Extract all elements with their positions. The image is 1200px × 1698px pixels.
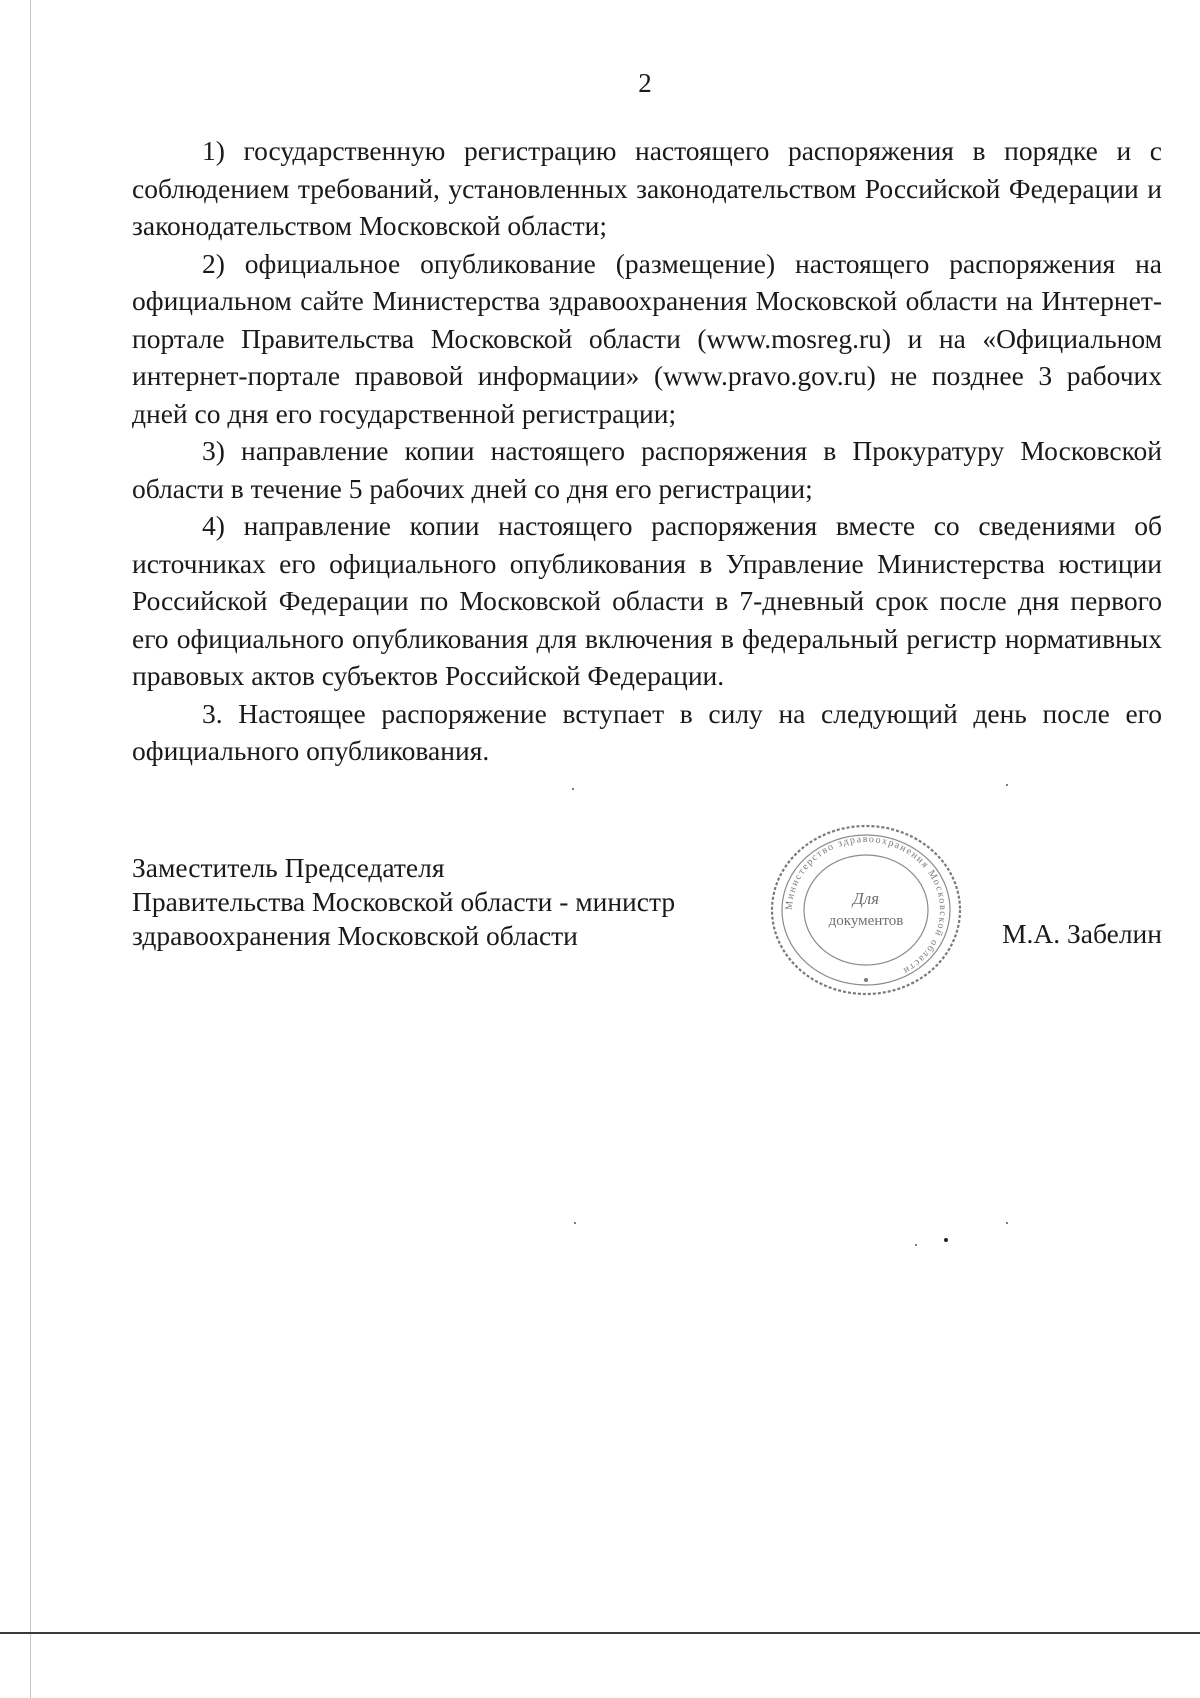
- scan-speck: [1006, 784, 1008, 786]
- scan-speck: [944, 1238, 948, 1242]
- page-number: 2: [638, 68, 652, 98]
- stamp-ring-text: Министерство здравоохранения Московской области: [783, 833, 949, 977]
- list-item-publication: 2) официальное опубликование (размещение) настоящего распоряжения на официальном сайте Министерства здравоохранения Московской области на Интернет-портале Правительства Московской области (www.mosreg.ru) и на «Официальном интернет-портале правовой информации» (www.pravo.gov.ru) не позднее 3 рабочих дней со дня его государственной регистрации;: [132, 247, 1162, 429]
- signatory-name: М.А. Забелин: [1002, 918, 1162, 949]
- scan-speck: [572, 788, 574, 790]
- scan-speck: [574, 1222, 576, 1224]
- scan-speck: [1006, 1222, 1008, 1224]
- clause-entry-into-force: 3. Настоящее распоряжение вступает в силу на следующий день после его официального опубликования.: [132, 697, 1162, 766]
- stamp-center-line: документов: [828, 913, 904, 929]
- list-item-registration: 1) государственную регистрацию настоящего распоряжения в порядке и с соблюдением требований, установленных законодательством Российской Федерации и законодательством Московской области;: [132, 135, 1162, 241]
- stamp-seal: [768, 822, 964, 998]
- signatory-title-line: Заместитель Председателя: [132, 852, 445, 883]
- list-item-prosecutor: 3) направление копии настоящего распоряжения в Прокуратуру Московской области в течение 5 рабочих дней со дня его регистрации;: [132, 435, 1162, 504]
- signatory-title-line: Правительства Московской области - министр: [132, 886, 676, 917]
- document-body: [132, 132, 1162, 770]
- signatory-title: [132, 851, 732, 953]
- list-item-ministry-of-justice: 4) направление копии настоящего распоряжения вместе со сведениями об источниках его официального опубликования в Управление Министерства юстиции Российской Федерации по Московской области в 7-дневный срок после дня первого его официального опубликования для включения в федеральный регистр нормативных правовых актов субъектов Российской Федерации.: [132, 510, 1162, 691]
- stamp-center-line: Для: [852, 889, 880, 908]
- signatory-title-line: здравоохранения Московской области: [132, 920, 578, 951]
- scan-speck: [915, 1244, 917, 1246]
- official-stamp: [768, 822, 964, 998]
- scan-left-edge: [30, 0, 31, 1698]
- scan-bottom-edge: [0, 1632, 1200, 1634]
